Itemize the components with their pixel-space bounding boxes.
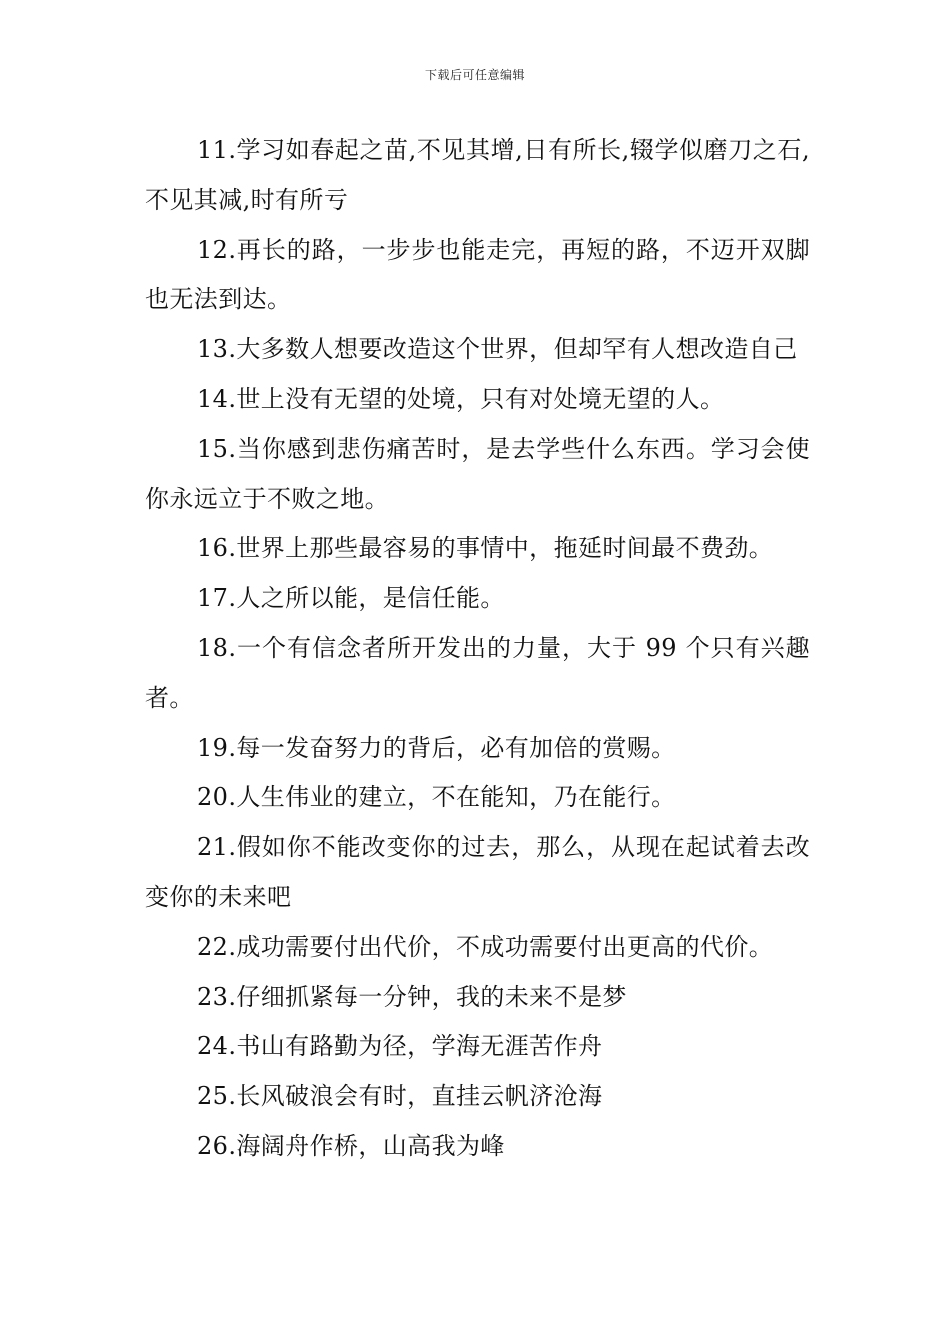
document-body <box>145 126 810 1172</box>
quote-paragraph: 23.仔细抓紧每一分钟，我的未来不是梦 <box>197 982 627 1011</box>
quote-paragraph: 24.书山有路勤为径，学海无涯苦作舟 <box>197 1032 603 1061</box>
quote-paragraph: 21.假如你不能改变你的过去，那么，从现在起试着去改变你的未来吧 <box>145 833 810 911</box>
quote-paragraph: 25.长风破浪会有时，直挂云帆济沧海 <box>197 1082 603 1111</box>
quote-paragraph: 11.学习如春起之苗,不见其增,日有所长,辍学似磨刀之石,不见其减,时有所亏 <box>145 136 810 214</box>
quote-paragraph: 13.大多数人想要改造这个世界，但却罕有人想改造自己 <box>197 335 798 364</box>
quote-paragraph: 22.成功需要付出代价，不成功需要付出更高的代价。 <box>197 932 774 961</box>
quote-paragraph: 18.一个有信念者所开发出的力量，大于 99 个只有兴趣者。 <box>145 633 810 712</box>
quote-paragraph: 19.每一发奋努力的背后，必有加倍的赏赐。 <box>197 733 676 762</box>
quote-paragraph: 20.人生伟业的建立，不在能知，乃在能行。 <box>197 783 676 812</box>
quote-paragraph: 26.海阔舟作桥，山高我为峰 <box>197 1131 505 1160</box>
quote-paragraph: 12.再长的路，一步步也能走完，再短的路，不迈开双脚也无法到达。 <box>145 235 810 314</box>
page-header: 下载后可任意编辑 <box>424 68 525 82</box>
quote-paragraph: 15.当你感到悲伤痛苦时，是去学些什么东西。学习会使你永远立于不败之地。 <box>145 434 810 513</box>
quote-paragraph: 16.世界上那些最容易的事情中，拖延时间最不费劲。 <box>197 534 774 563</box>
quote-paragraph: 17.人之所以能，是信任能。 <box>197 584 505 613</box>
quote-paragraph: 14.世上没有无望的处境，只有对处境无望的人。 <box>197 384 725 413</box>
